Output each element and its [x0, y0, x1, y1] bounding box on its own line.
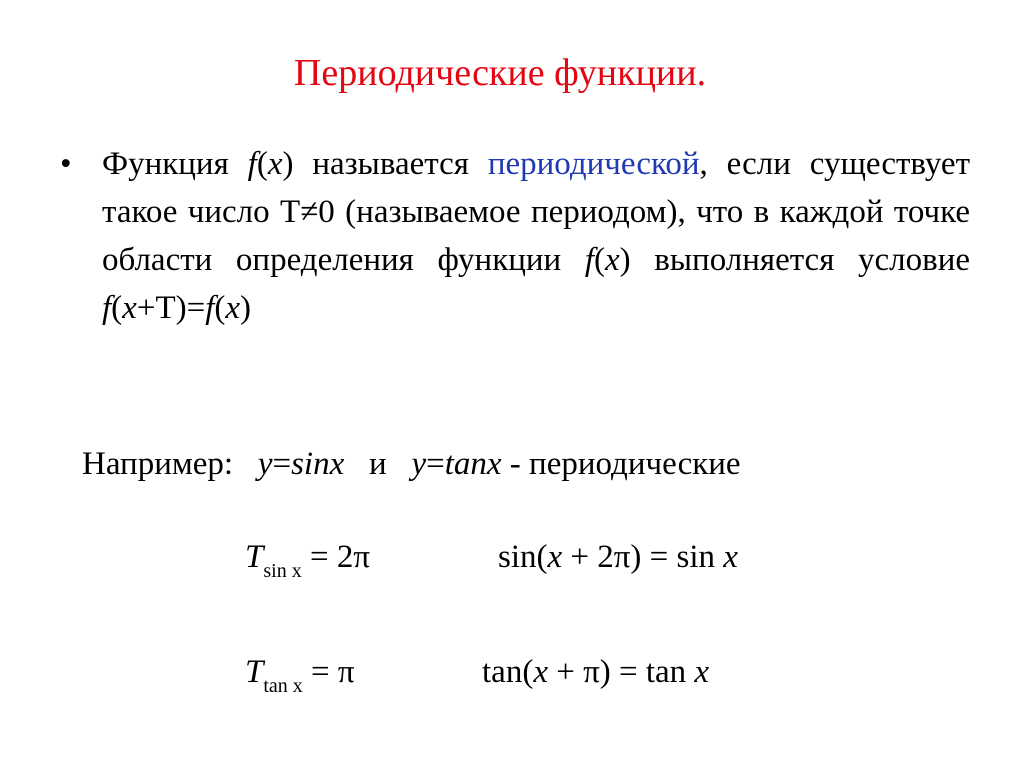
- text-segment: +Т)=: [136, 290, 206, 326]
- equals-sign: =: [272, 446, 292, 482]
- formula-part: + 2π) = sin: [562, 539, 724, 575]
- paren: (: [256, 146, 268, 182]
- conjunction: и: [344, 446, 412, 482]
- variable-x: x: [723, 539, 738, 575]
- formula-period-sin: [245, 535, 370, 583]
- example-tail: - периодические: [501, 446, 741, 482]
- text-segment: Функция: [102, 146, 248, 182]
- period-symbol: T: [245, 654, 264, 690]
- function-f: f: [584, 242, 595, 278]
- formula-sin-identity: [498, 535, 738, 579]
- bullet-dot-icon: •: [60, 146, 72, 182]
- formula-period-tan: [245, 650, 355, 698]
- sin-function: sinx: [291, 446, 345, 482]
- formula-rhs: = π: [302, 654, 355, 690]
- formula-tan-identity: [482, 650, 709, 694]
- formula-part: + π) = tan: [547, 654, 695, 690]
- variable-x: x: [547, 539, 563, 575]
- paren: (: [214, 290, 226, 326]
- text-segment: , если существует такое число Т≠0 (называемое периодом), что в каждой точке области определения функции: [102, 146, 970, 278]
- formula-part: tan(: [482, 654, 534, 690]
- tan-function: tanx: [444, 446, 502, 482]
- variable-x: x: [267, 146, 283, 182]
- example-label: Например:: [82, 446, 258, 482]
- variable-x: x: [605, 242, 620, 278]
- function-f: f: [102, 290, 112, 326]
- variable-x: x: [533, 654, 548, 690]
- function-f: f: [205, 290, 215, 326]
- period-subscript: sin x: [263, 560, 302, 582]
- text-segment: ) выполняется условие: [619, 242, 970, 278]
- definition-text: [102, 140, 970, 332]
- text-segment: ) называется: [282, 146, 488, 182]
- function-f: f: [247, 146, 257, 182]
- variable-x: x: [225, 290, 241, 326]
- highlighted-term: периодической: [487, 146, 700, 182]
- period-symbol: T: [245, 539, 264, 575]
- paren: (: [594, 242, 606, 278]
- definition-bullet: [60, 140, 970, 332]
- variable-y: y: [411, 446, 427, 482]
- paren: (: [111, 290, 123, 326]
- paren: ): [240, 290, 252, 326]
- variable-y: y: [257, 446, 273, 482]
- variable-x: x: [694, 654, 710, 690]
- formula-rhs: = 2π: [301, 539, 370, 575]
- slide-title: Периодические функции.: [293, 52, 707, 94]
- variable-x: x: [122, 290, 137, 326]
- formula-part: sin(: [498, 539, 548, 575]
- example-line: [82, 440, 741, 488]
- period-subscript: tan x: [263, 675, 303, 697]
- equals-sign: =: [426, 446, 445, 482]
